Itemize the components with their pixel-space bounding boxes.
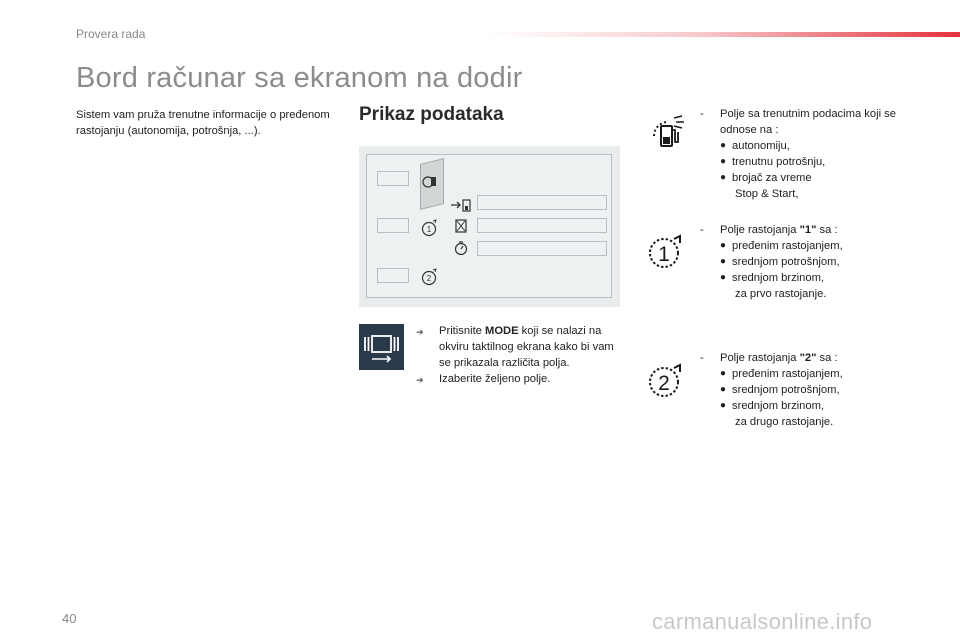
trip1-lead-before: Polje rastojanja	[720, 224, 800, 236]
instruction-step-2	[416, 371, 626, 387]
list-item	[700, 254, 910, 270]
arrow-bullet-icon: ➔	[416, 327, 424, 337]
mode-button[interactable]	[359, 324, 404, 370]
data-row-3	[477, 241, 607, 256]
bullet-icon: ●	[720, 384, 727, 395]
bullet-icon: ●	[720, 240, 727, 251]
page-title: Bord računar sa ekranom na dodir	[76, 62, 523, 94]
page-number: 40	[62, 611, 77, 626]
list-item	[700, 270, 910, 286]
continuation: Stop & Start,	[735, 188, 799, 200]
trip2-number: "2"	[799, 352, 817, 364]
bullet-icon: ●	[720, 156, 727, 167]
svg-text:2: 2	[426, 274, 432, 283]
list-item-text: autonomiju,	[732, 140, 790, 152]
list-item-text: trenutnu potrošnju,	[732, 156, 826, 168]
dash: -	[700, 352, 704, 364]
bullet-icon: ●	[720, 400, 727, 411]
trip-2-big-icon	[647, 361, 689, 401]
bullet-icon: ●	[720, 140, 727, 151]
touchscreen-illustration	[359, 146, 620, 307]
list-item-text: srednjom brzinom,	[732, 400, 825, 412]
trip2-lead-before: Polje rastojanja	[720, 352, 800, 364]
trip1-number: "1"	[799, 224, 817, 236]
fuel-range-icon	[450, 197, 474, 213]
screen-field-3	[377, 268, 409, 283]
dash: -	[700, 224, 704, 236]
list-item	[700, 238, 910, 254]
list-item-text: pređenim rastojanjem,	[732, 368, 843, 380]
step1-text-before: Pritisnite	[439, 325, 486, 337]
intro-text: Sistem vam pruža trenutne informacije o pređenom rastojanju (autonomija, potrošnja, ...).	[76, 109, 330, 137]
data-row-1	[477, 195, 607, 210]
trip1-field-description	[700, 222, 910, 302]
svg-text:1: 1	[426, 225, 432, 234]
trip-2-icon	[421, 268, 439, 286]
list-item	[700, 366, 910, 382]
trip2-lead-after: sa :	[816, 352, 838, 364]
step2-text: Izaberite željeno polje.	[439, 373, 551, 385]
instructions	[416, 323, 626, 387]
list-item-text: srednjom potrošnjom,	[732, 384, 840, 396]
list-item-text: srednjom potrošnjom,	[732, 256, 840, 268]
step1-text-after: koji se nalazi na okviru taktilnog ekrana kako bi vam se prikazala različita polja.	[439, 325, 614, 369]
screen-field-1	[377, 171, 409, 186]
continuation: za drugo rastojanje.	[735, 416, 834, 428]
list-item	[700, 398, 910, 414]
mode-button-icon	[359, 324, 404, 370]
screen-field-2	[377, 218, 409, 233]
list-item	[700, 382, 910, 398]
instant-lead-text: Polje sa trenutnim podacima koji se odnose na :	[720, 108, 896, 136]
watermark: carmanualsonline.info	[652, 609, 873, 634]
instant-field-description	[700, 106, 910, 202]
trip-1-icon	[421, 219, 439, 237]
list-item	[700, 138, 910, 154]
list-item-text: brojač za vreme	[732, 172, 812, 184]
mode-label: MODE	[485, 325, 519, 337]
list-item-text: pređenim rastojanjem,	[732, 240, 843, 252]
list-item-text: srednjom brzinom,	[732, 272, 825, 284]
svg-text:2: 2	[658, 372, 670, 395]
trip2-field-description	[700, 350, 910, 430]
bullet-icon: ●	[720, 256, 727, 267]
fuel-pump-icon	[422, 173, 438, 189]
continuation: za prvo rastojanje.	[735, 288, 827, 300]
header-accent-bar	[488, 32, 960, 37]
section-heading: Prikaz podataka	[359, 104, 504, 125]
instant-lead	[700, 106, 910, 138]
trip-1-big-icon	[647, 232, 689, 272]
bullet-icon: ●	[720, 368, 727, 379]
svg-text:1: 1	[658, 243, 670, 266]
trip2-lead	[700, 350, 910, 366]
instant-fuel-icon	[648, 112, 688, 152]
trip1-lead-after: sa :	[816, 224, 838, 236]
bullet-icon: ●	[720, 172, 727, 183]
stopwatch-icon	[453, 240, 469, 256]
bullet-icon: ●	[720, 272, 727, 283]
section-label: Provera rada	[76, 27, 146, 41]
screen-frame	[366, 154, 612, 298]
list-item	[700, 154, 910, 170]
arrow-bullet-icon: ➔	[416, 375, 424, 385]
dash: -	[700, 108, 704, 120]
instruction-step-1	[416, 323, 626, 371]
trip1-lead	[700, 222, 910, 238]
consumption-icon	[453, 218, 469, 234]
list-item	[700, 170, 910, 186]
data-row-2	[477, 218, 607, 233]
